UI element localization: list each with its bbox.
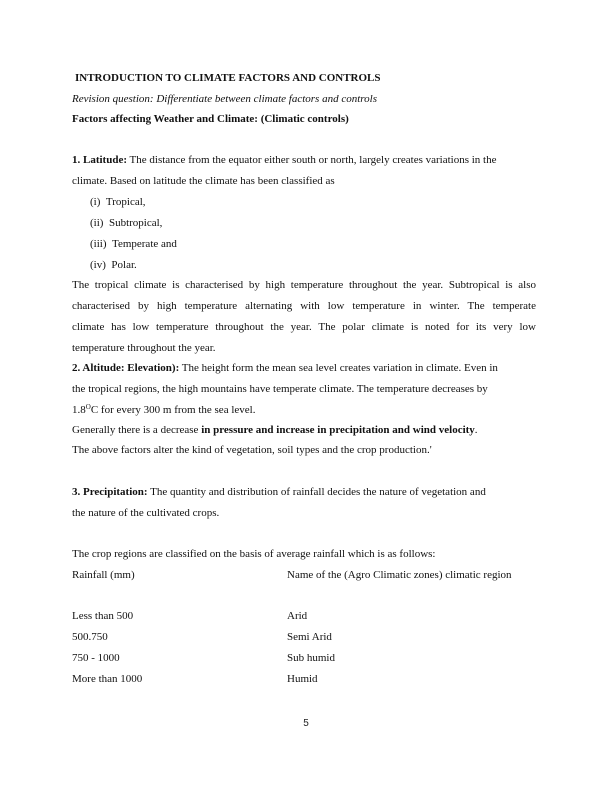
table-cell-rainfall: 750 - 1000: [72, 652, 120, 664]
lapse-rate-value: 1.8: [72, 404, 86, 416]
list-item: [90, 195, 146, 209]
list-item: [90, 237, 177, 251]
table-cell-region: Sub humid: [287, 652, 335, 664]
document-title: INTRODUCTION TO CLIMATE FACTORS AND CONTROLS: [75, 72, 381, 84]
table-header-region: Name of the (Agro Climatic zones) climatic region: [287, 569, 512, 581]
list-text: Temperate and: [112, 238, 177, 250]
table-cell-region: Arid: [287, 610, 308, 622]
list-marker: (iii): [90, 238, 107, 250]
crop-regions-intro: The crop regions are classified on the basis of average rainfall which is as follows:: [72, 548, 436, 560]
altitude-line-3-text: C for every 300 m from the sea level.: [90, 404, 256, 416]
table-header-rainfall: Rainfall (mm): [72, 569, 135, 581]
altitude-line-4-pre: Generally there is a decrease: [72, 424, 202, 436]
revision-question: Revision question: Differentiate between climate factors and controls: [72, 93, 377, 105]
list-item: [90, 258, 137, 272]
list-marker: (i): [90, 196, 101, 208]
altitude-emphasis: in pressure and increase in precipitation and wind velocity: [201, 424, 475, 436]
table-cell-rainfall: Less than 500: [72, 610, 134, 622]
altitude-text: The height form the mean sea level creates variation in climate. Even in: [179, 362, 498, 374]
latitude-paragraph-line: The tropical climate is characterised by high temperature throughout the year. Subtropical is also: [72, 279, 536, 291]
altitude-line-2: the tropical regions, the high mountains have temperate climate. The temperature decreases by: [72, 383, 488, 395]
altitude-line-3: [72, 403, 255, 417]
list-text: Polar.: [111, 259, 137, 271]
table-cell-region: Humid: [287, 673, 318, 685]
list-text: Tropical,: [105, 196, 146, 208]
precipitation-line-1: [72, 485, 486, 499]
section-heading: Factors affecting Weather and Climate: (Climatic controls): [72, 113, 349, 125]
altitude-label: 2. Altitude: Elevation):: [72, 362, 180, 374]
latitude-paragraph-line: characterised by high temperature alternating with low temperature in winter. The temperate: [72, 300, 536, 312]
list-text: Subtropical,: [108, 217, 163, 229]
list-marker: (iv): [90, 259, 106, 271]
page-number: 5: [303, 718, 309, 729]
altitude-line-4: [72, 423, 478, 437]
altitude-line-5: The above factors alter the kind of vegetation, soil types and the crop production.': [72, 444, 432, 456]
latitude-line-1: [72, 153, 497, 167]
precipitation-text: The quantity and distribution of rainfall decides the nature of vegetation and: [147, 486, 486, 498]
latitude-text: The distance from the equator either south or north, largely creates variations in the: [127, 154, 497, 166]
latitude-line-2: climate. Based on latitude the climate has been classified as: [72, 175, 335, 187]
degree-symbol: O: [85, 403, 91, 411]
altitude-line-1: [72, 361, 498, 375]
list-marker: (ii): [90, 217, 104, 229]
latitude-paragraph-line: temperature throughout the year.: [72, 342, 216, 354]
latitude-label: 1. Latitude:: [72, 154, 127, 166]
table-cell-region: Semi Arid: [287, 631, 332, 643]
table-cell-rainfall: 500.750: [72, 631, 108, 643]
table-cell-rainfall: More than 1000: [72, 673, 143, 685]
list-item: [90, 216, 162, 230]
altitude-line-4-post: .: [474, 424, 478, 436]
latitude-paragraph-line: climate has low temperature throughout the year. The polar climate is noted for its very low: [72, 321, 536, 333]
precipitation-line-2: the nature of the cultivated crops.: [72, 507, 220, 519]
precipitation-label: 3. Precipitation:: [72, 486, 148, 498]
